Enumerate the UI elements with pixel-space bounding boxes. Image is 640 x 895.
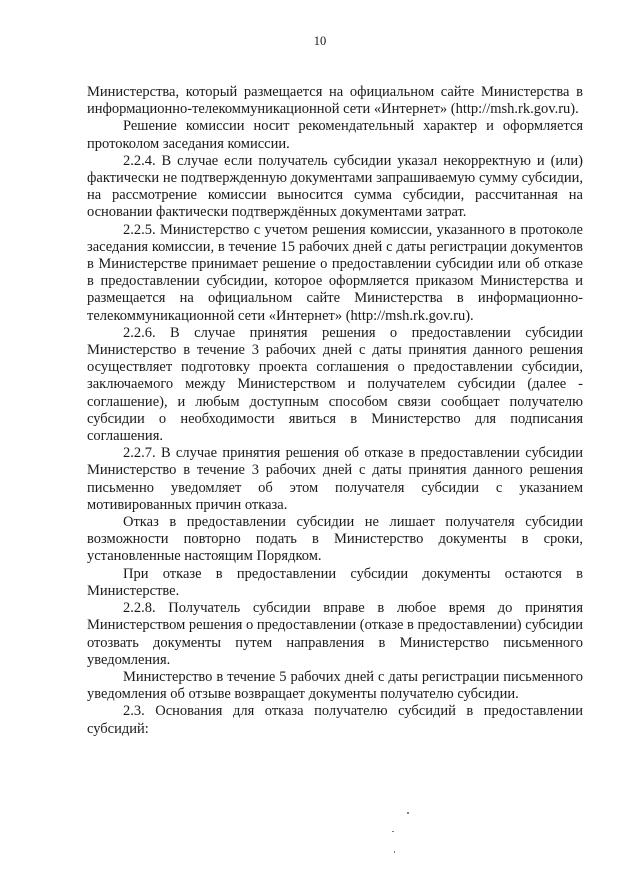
paragraph-2-2-6: 2.2.6. В случае принятия решения о предоставлении субсидии Министерство в течение 3 рабочих дней с даты принятия данного решения осуществляет подготовку проекта соглашения о предоставлении субсидии, заключаемого между Министерством и получателем субсидии (далее - соглашение), и любым доступным способом связи сообщает получателю субсидии о необходимости явиться в Министерство для подписания соглашения. bbox=[87, 324, 583, 445]
paragraph-2-2-5: 2.2.5. Министерство с учетом решения комиссии, указанного в протоколе заседания комиссии, в течение 15 рабочих дней с даты регистрации документов в Министерстве принимает решение о предоставлении субсидии или об отказе в предоставлении субсидии, которое оформляется приказом Министерства и размещается на официальном сайте Министерства в информационно-телекоммуникационной сети «Интернет» (http://msh.rk.gov.ru). bbox=[87, 221, 583, 324]
paragraph-2-3: 2.3. Основания для отказа получателю субсидий в предоставлении субсидий: bbox=[87, 703, 583, 737]
paragraph-2-2-8: 2.2.8. Получатель субсидии вправе в любое время до принятия Министерством решения о предоставлении (отказе в предоставлении) субсидии отозвать документы путем направления в Министерство письменного уведомления. bbox=[87, 600, 583, 668]
body-text bbox=[87, 84, 583, 738]
scan-speck bbox=[407, 812, 409, 814]
paragraph-documents-kept: При отказе в предоставлении субсидии документы остаются в Министерстве. bbox=[87, 565, 583, 599]
scan-speck bbox=[394, 851, 395, 853]
paragraph-commission-decision: Решение комиссии носит рекомендательный характер и оформляется протоколом заседания комиссии. bbox=[87, 118, 583, 152]
paragraph-documents-returned: Министерство в течение 5 рабочих дней с даты регистрации письменного уведомления об отзыве возвращает документы получателю субсидии. bbox=[87, 668, 583, 703]
page-number: 10 bbox=[313, 34, 327, 48]
paragraph-2-2-7: 2.2.7. В случае принятия решения об отказе в предоставлении субсидии Министерство в течение 3 рабочих дней с даты принятия данного решения письменно уведомляет об этом получателя субсидии с указанием мотивированных причин отказа. bbox=[87, 445, 583, 513]
scan-speck bbox=[392, 831, 394, 832]
paragraph-refusal-note: Отказ в предоставлении субсидии не лишает получателя субсидии возможности повторно подать в Министерство документы в сроки, установленные настоящим Порядком. bbox=[87, 514, 583, 565]
paragraph-continuation: Министерства, который размещается на официальном сайте Министерства в информационно-телекоммуникационной сети «Интернет» (http://msh.rk.gov.ru). bbox=[87, 84, 583, 118]
paragraph-2-2-4: 2.2.4. В случае если получатель субсидии указал некорректную и (или) фактически не подтвержденную документами запрашиваемую сумму субсидии, на рассмотрение комиссии выносится сумма субсидии, рассчитанная на основании фактически подтверждённых документами затрат. bbox=[87, 152, 583, 221]
